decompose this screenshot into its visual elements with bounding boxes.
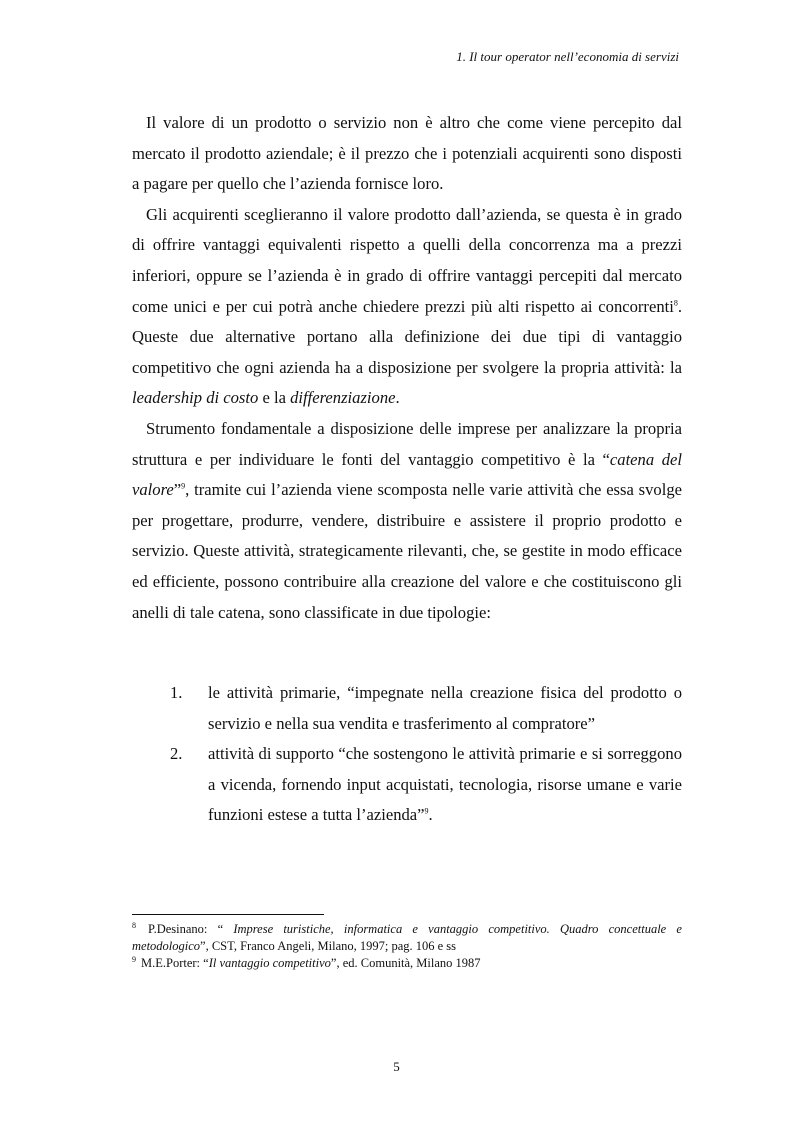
list-item <box>132 678 682 739</box>
footnote-text: P.Desinano: “ <box>148 922 234 936</box>
paragraph-2-text: e la <box>258 388 291 408</box>
body-text <box>132 108 682 628</box>
emphasis-leadership: leadership di costo <box>132 388 259 408</box>
numbered-list <box>132 678 682 831</box>
footnote-mark: 9 <box>132 954 136 964</box>
footnote-separator <box>132 914 324 915</box>
list-item-text: le attività primarie, “impegnate nella creazione fisica del prodotto o servizio e nella sua vendita e trasferimento al compratore” <box>208 683 682 733</box>
paragraph-2 <box>132 200 682 414</box>
footnote-title: Imprese turistiche, informatica e vantaggio competitivo. Quadro concettuale e metodologico <box>132 922 682 953</box>
footnote-ref-9[interactable]: 9 <box>181 481 186 491</box>
list-item-text: attività di supporto “che sostengono le attività primarie e si sorreggono a vicenda, fornendo input acquistati, tecnologia, risorse umane e varie funzioni estese a tutta l’azienda” <box>208 744 682 825</box>
emphasis-catena: catena del valore <box>132 449 682 500</box>
footnote-mark: 8 <box>132 920 136 930</box>
footnotes <box>132 921 682 972</box>
footnote-ref-9[interactable]: 9 <box>424 806 429 816</box>
footnote-9 <box>132 955 682 972</box>
list-item-text: . <box>428 805 433 825</box>
paragraph-2-text: . <box>395 388 400 408</box>
footnote-text: ”, ed. Comunità, Milano 1987 <box>330 956 481 970</box>
emphasis-differenziazione: differenziazione <box>290 388 396 408</box>
paragraph-2-text: Gli acquirenti sceglieranno il valore prodotto dall’azienda, se questa è in grado di offrire vantaggi equivalenti rispetto a quelli della concorrenza ma a prezzi inferiori, oppure se l’azienda è in grado di offrire vantaggi percepiti dal mercato come unici e per cui potrà anche chiedere prezzi più alti rispetto ai concorrenti <box>132 204 682 316</box>
running-header: 1. Il tour operator nell’economia di servizi <box>456 49 679 64</box>
list-number: 1. <box>170 683 183 702</box>
footnote-ref-8[interactable]: 8 <box>673 298 678 308</box>
list-number: 2. <box>170 744 183 764</box>
footnote-text: M.E.Porter: “ <box>141 956 209 970</box>
paragraph-1: Il valore di un prodotto o servizio non è altro che come viene percepito dal mercato il prodotto aziendale; è il prezzo che i potenziali acquirenti sono disposti a pagare per quello che l’azienda fornisce loro. <box>132 113 682 194</box>
paragraph-3-text: Strumento fondamentale a disposizione delle imprese per analizzare la propria struttura e per individuare le fonti del vantaggio competitivo è la “ <box>132 418 682 469</box>
page-number: 5 <box>393 1059 400 1074</box>
paragraph-2-text: . Queste due alternative portano alla definizione dei due tipi di vantaggio competitivo che ogni azienda ha a disposizione per svolgere la propria attività: la <box>132 296 682 377</box>
paragraph-3-text: , tramite cui l’azienda viene scomposta nelle varie attività che essa svolge per progettare, produrre, vendere, distribuire e assistere il proprio prodotto e servizio. Queste attività, strategicamente rilevanti, che, se gestite in modo efficace ed efficiente, possono contribuire alla creazione del valore e che costituiscono gli anelli di tale catena, sono classificate in due tipologie: <box>132 480 682 622</box>
list-item <box>132 739 682 831</box>
footnote-8 <box>132 921 682 955</box>
footnote-title: Il vantaggio competitivo <box>208 956 331 970</box>
footnote-text: ”, CST, Franco Angeli, Milano, 1997; pag. 106 e ss <box>200 939 457 953</box>
paragraph-3-text: ” <box>173 480 182 500</box>
paragraph-3 <box>132 414 682 628</box>
